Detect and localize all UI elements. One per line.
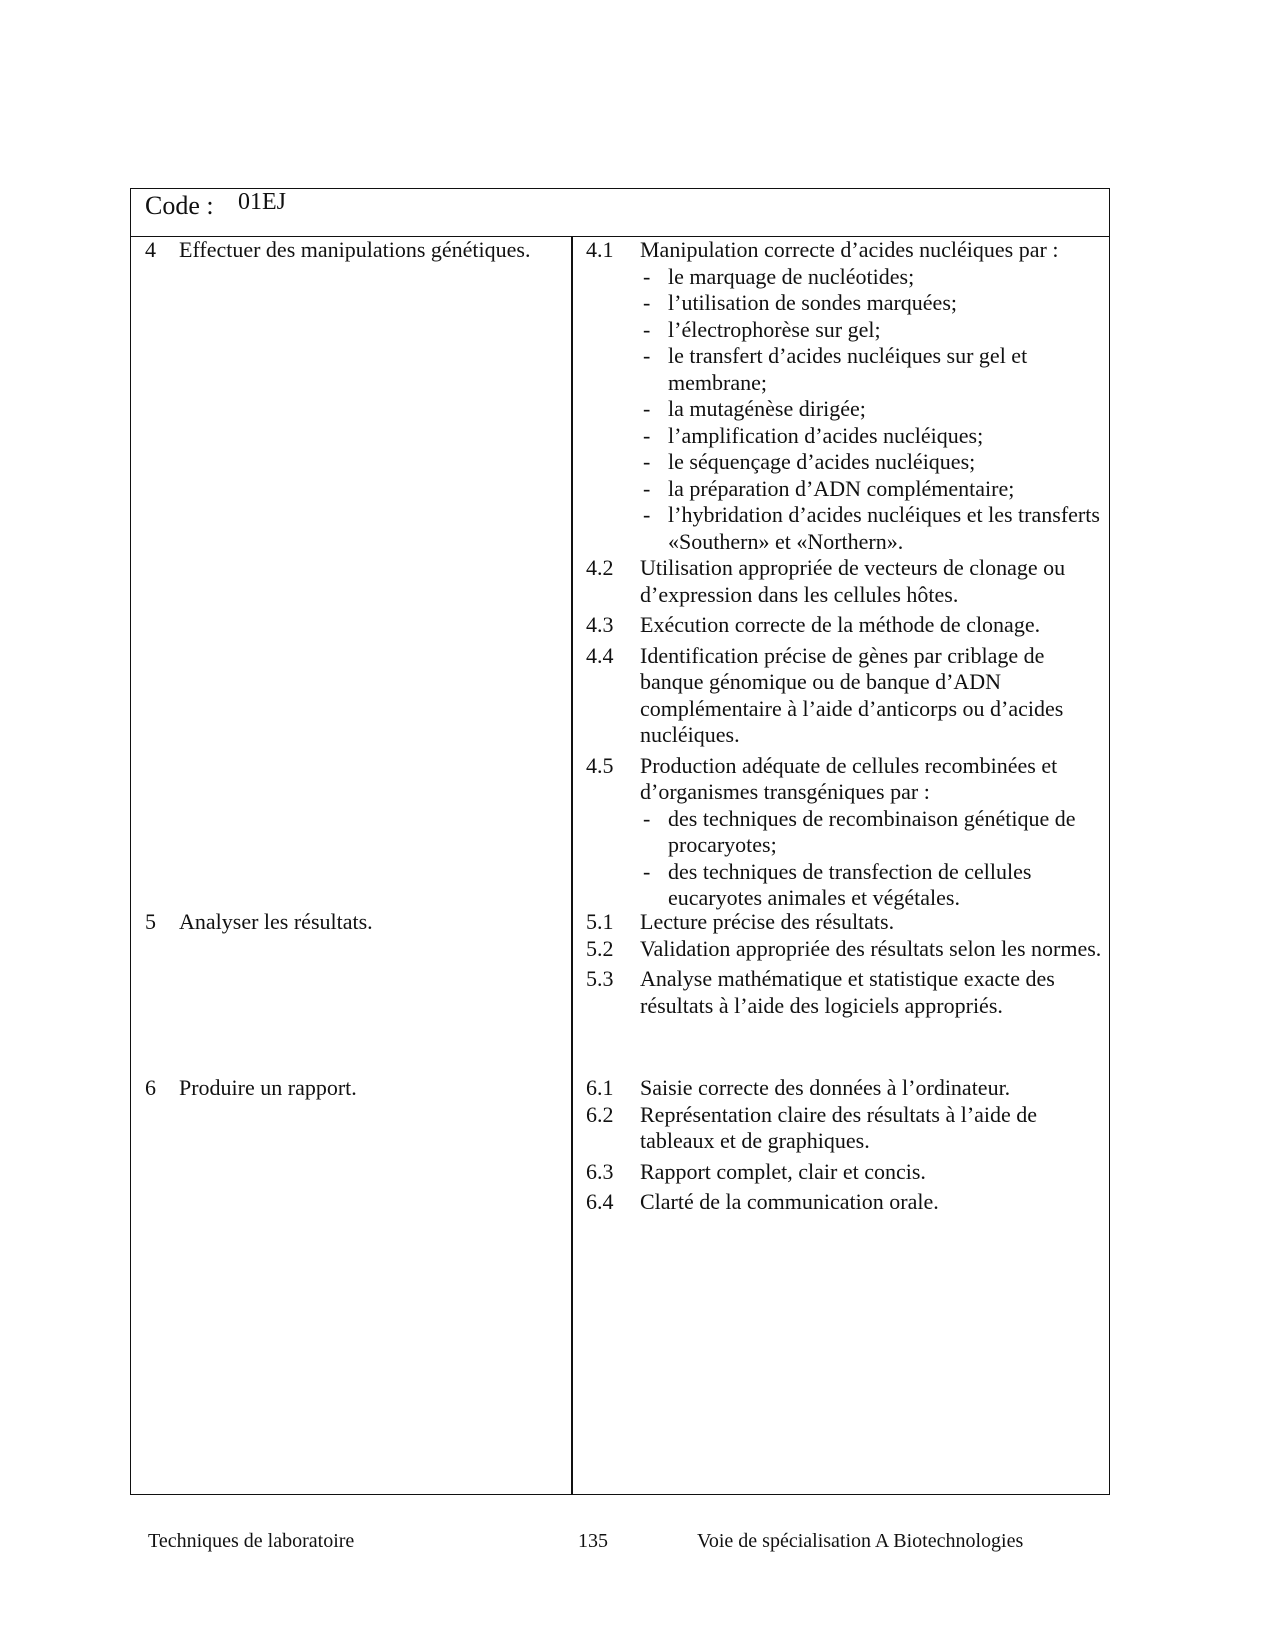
criterion-6-4 xyxy=(586,1189,1106,1216)
criterion-4-5 xyxy=(586,753,1106,912)
criterion-number: 4.4 xyxy=(586,642,614,668)
element-number: 6 xyxy=(145,1075,156,1100)
criterion-number: 6.2 xyxy=(586,1101,614,1127)
criterion-4-4 xyxy=(586,643,1106,749)
criterion-number: 5.2 xyxy=(586,935,614,961)
bullet-item: - le marquage de nucléotides; xyxy=(640,264,1106,291)
bullet-item: - la mutagénèse dirigée; xyxy=(640,396,1106,423)
bullet-item: - l’électrophorèse sur gel; xyxy=(640,317,1106,344)
competency-table xyxy=(130,188,1110,1495)
criterion-4-2 xyxy=(586,555,1106,608)
bullet-item: - le transfert d’acides nucléiques sur gel et membrane; xyxy=(640,343,1106,396)
criterion-6-1 xyxy=(586,1075,1106,1102)
criterion-number: 6.1 xyxy=(586,1075,614,1100)
bullet-item: - le séquençage d’acides nucléiques; xyxy=(640,449,1106,476)
criterion-text: Clarté de la communication orale. xyxy=(640,1189,939,1214)
criterion-6-3 xyxy=(586,1159,1106,1186)
element-text: Produire un rapport. xyxy=(179,1075,357,1100)
criterion-text: Manipulation correcte d’acides nucléiques par : xyxy=(640,237,1059,262)
criterion-number: 5.1 xyxy=(586,909,614,934)
criterion-text: Analyse mathématique et statistique exacte des résultats à l’aide des logiciels appropriés. xyxy=(640,966,1055,1018)
element-text: Analyser les résultats. xyxy=(179,909,373,934)
criterion-text: Représentation claire des résultats à l’aide de tableaux et de graphiques. xyxy=(640,1101,1038,1153)
criterion-text: Identification précise de gènes par criblage de banque génomique ou de banque d’ADN complémentaire à l’aide d’anticorps ou d’acides nucléiques. xyxy=(640,642,1064,747)
criterion-number: 4.5 xyxy=(586,752,614,778)
criterion-5-2 xyxy=(586,936,1106,963)
criterion-number: 4.2 xyxy=(586,555,614,580)
criterion-text: Rapport complet, clair et concis. xyxy=(640,1158,926,1184)
criterion-text: Utilisation appropriée de vecteurs de clonage ou d’expression dans les cellules hôtes. xyxy=(640,555,1066,607)
footer-page-number: 135 xyxy=(578,1530,608,1552)
criterion-5-1 xyxy=(586,909,1106,936)
criterion-text: Saisie correcte des données à l’ordinateur. xyxy=(640,1075,1011,1100)
criterion-number: 4.1 xyxy=(586,237,614,262)
criterion-4-3 xyxy=(586,612,1106,639)
bullet-item: - des techniques de recombinaison génétique de procaryotes; xyxy=(640,806,1106,859)
criterion-number: 5.3 xyxy=(586,966,614,991)
bullet-item: - l’utilisation de sondes marquées; xyxy=(640,290,1106,317)
criteria-group-6 xyxy=(586,1075,1106,1216)
criterion-text: Lecture précise des résultats. xyxy=(640,909,895,934)
bullet-item: - la préparation d’ADN complémentaire; xyxy=(640,476,1106,503)
bullet-item: - des techniques de transfection de cellules eucaryotes animales et végétales. xyxy=(640,859,1106,912)
code-value: 01EJ xyxy=(238,189,286,215)
bullet-list xyxy=(640,806,1106,912)
criterion-4-1 xyxy=(586,237,1106,555)
criterion-6-2 xyxy=(586,1102,1106,1155)
column-divider xyxy=(571,237,573,1494)
criterion-text: Production adéquate de cellules recombinées et d’organismes transgéniques par : xyxy=(640,752,1058,804)
criterion-number: 4.3 xyxy=(586,612,614,637)
code-label: Code : xyxy=(145,191,214,220)
criterion-text: Exécution correcte de la méthode de clonage. xyxy=(640,612,1041,637)
footer-specialization: Voie de spécialisation A Biotechnologies xyxy=(697,1530,1024,1552)
criterion-text: Validation appropriée des résultats selon les normes. xyxy=(640,935,1102,961)
criteria-group-4 xyxy=(586,237,1106,912)
element-number: 4 xyxy=(145,237,156,262)
criterion-5-3 xyxy=(586,966,1106,1019)
bullet-list xyxy=(640,264,1106,556)
element-text: Effectuer des manipulations génétiques. xyxy=(179,237,531,262)
bullet-item: - l’hybridation d’acides nucléiques et les transferts «Southern» et «Northern». xyxy=(640,502,1106,555)
element-number: 5 xyxy=(145,909,156,934)
criteria-group-5 xyxy=(586,909,1106,1019)
code-row xyxy=(131,189,1109,237)
criterion-number: 6.3 xyxy=(586,1158,614,1184)
footer-program: Techniques de laboratoire xyxy=(148,1530,355,1552)
criterion-number: 6.4 xyxy=(586,1189,614,1214)
bullet-item: - l’amplification d’acides nucléiques; xyxy=(640,423,1106,450)
